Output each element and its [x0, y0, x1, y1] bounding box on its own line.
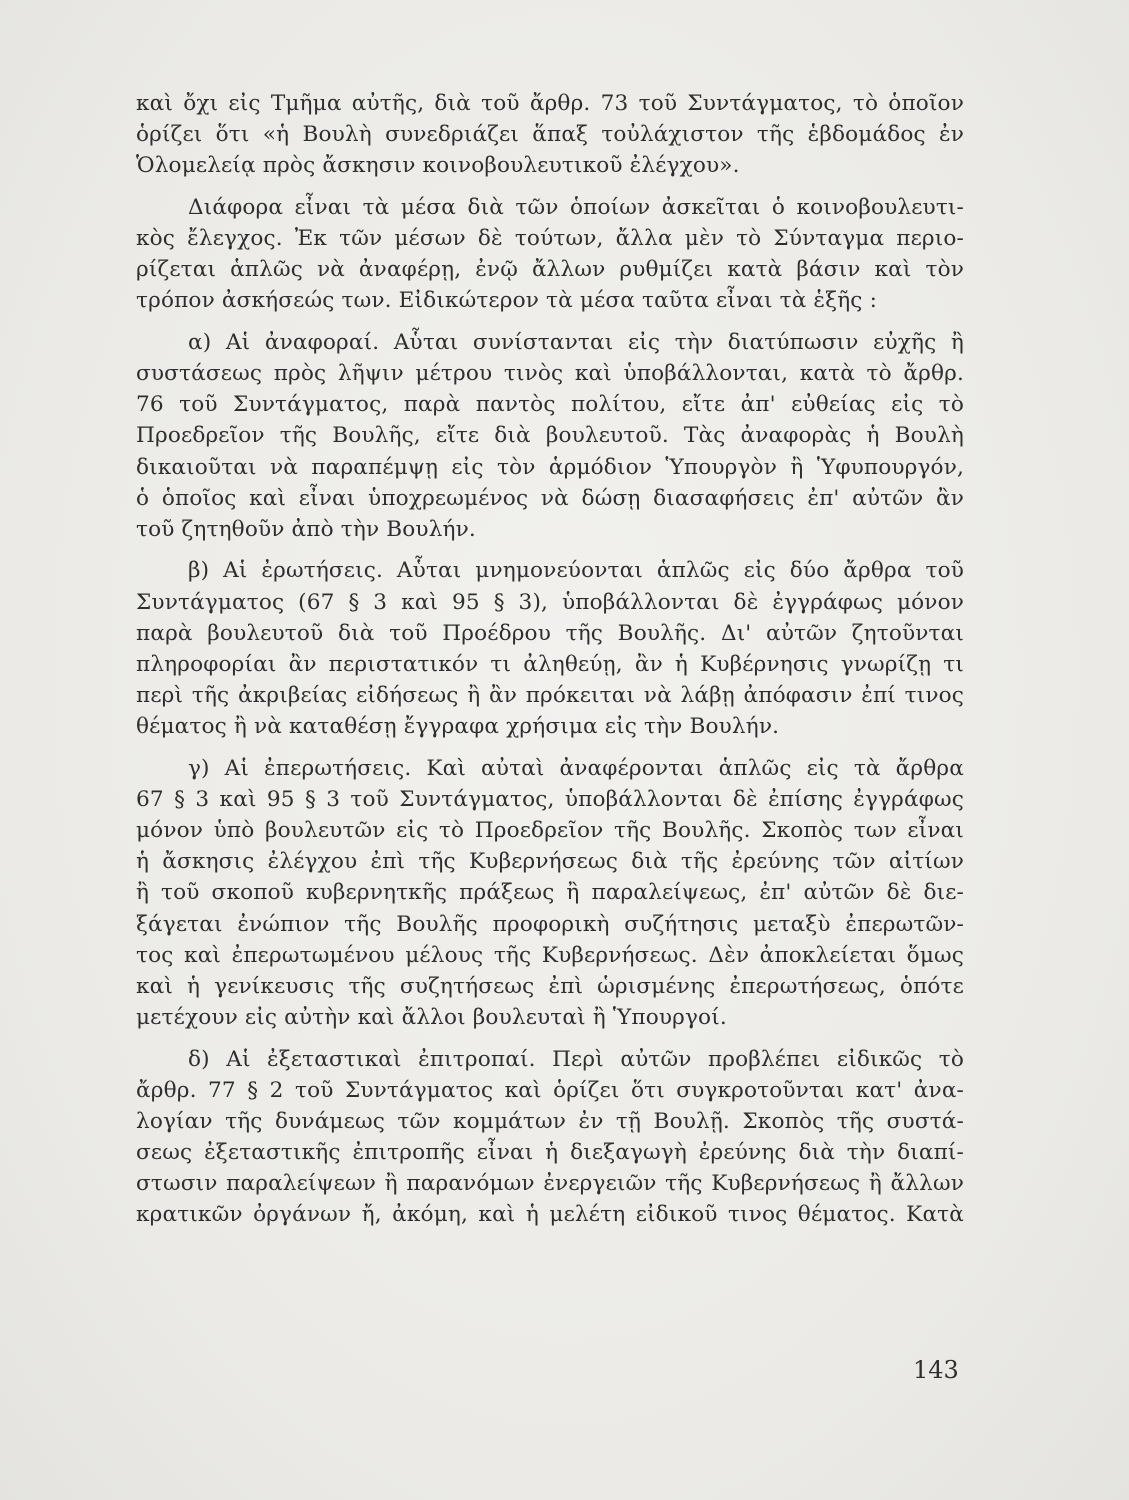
- text-line: στωσιν παραλείψεων ἢ παρανόμων ἐνεργειῶν τῆς Κυβερνήσεως ἢ ἄλλων: [136, 1171, 964, 1197]
- text-line: συστάσεως πρὸς λῆψιν μέτρου τινὸς καὶ ὑποβάλλονται, κατὰ τὸ ἄρθρ.: [136, 361, 964, 387]
- page-number: 143: [913, 1356, 959, 1384]
- body-text: [136, 88, 964, 1230]
- text-line: μετέχουν εἰς αὐτὴν καὶ ἄλλοι βουλευταὶ ἢ Ὑπουργοί.: [136, 1004, 727, 1030]
- text-line: 67 § 3 καὶ 95 § 3 τοῦ Συντάγματος, ὑποβάλλονται δὲ ἐπίσης ἐγγράφως: [136, 786, 964, 812]
- text-line: κὸς ἔλεγχος. Ἐκ τῶν μέσων δὲ τούτων, ἄλλα μὲν τὸ Σύνταγμα περιο-: [136, 226, 964, 252]
- text-line: β) Αἱ ἐρωτήσεις. Αὗται μνημονεύονται ἁπλῶς εἰς δύο ἄρθρα τοῦ: [188, 558, 964, 584]
- text-line: Διάφορα εἶναι τὰ μέσα διὰ τῶν ὁποίων ἀσκεῖται ὁ κοινοβουλευτι-: [188, 194, 964, 220]
- text-line: δ) Αἱ ἐξεταστικαὶ ἐπιτροπαί. Περὶ αὐτῶν προβλέπει εἰδικῶς τὸ: [188, 1046, 964, 1072]
- text-line: τρόπον ἀσκήσεώς των. Εἰδικώτερον τὰ μέσα ταῦτα εἶναι τὰ ἑξῆς :: [136, 288, 877, 314]
- text-line: α) Αἱ ἀναφοραί. Αὗται συνίστανται εἰς τὴν διατύπωσιν εὐχῆς ἢ: [188, 329, 964, 355]
- text-line: Συντάγματος (67 § 3 καὶ 95 § 3), ὑποβάλλονται δὲ ἐγγράφως μόνον: [136, 589, 964, 615]
- text-line: σεως ἐξεταστικῆς ἐπιτροπῆς εἶναι ἡ διεξαγωγὴ ἐρεύνης διὰ τὴν διαπί-: [136, 1140, 964, 1165]
- text-line: καὶ ὄχι εἰς Τμῆμα αὐτῆς, διὰ τοῦ ἄρθρ. 73 τοῦ Συντάγματος, τὸ ὁποῖον: [136, 91, 964, 116]
- text-line: ὁρίζει ὅτι «ἡ Βουλὴ συνεδριάζει ἅπαξ τοὐλάχιστον τῆς ἑβδομάδος ἐν: [136, 122, 964, 148]
- text-line: ξάγεται ἐνώπιον τῆς Βουλῆς προφορικὴ συζήτησις μεταξὺ ἐπερωτῶν-: [136, 911, 964, 937]
- text-line: τος καὶ ἐπερωτωμένου μέλους τῆς Κυβερνήσεως. Δὲν ἀποκλείεται ὅμως: [136, 942, 964, 968]
- text-line: δικαιοῦται νὰ παραπέμψῃ εἰς τὸν ἁρμόδιον Ὑπουργὸν ἢ Ὑφυπουργόν,: [136, 454, 964, 480]
- text-line: τοῦ ζητηθοῦν ἀπὸ τὴν Βουλήν.: [136, 516, 476, 542]
- text-line: ἡ ἄσκησις ἐλέγχου ἐπὶ τῆς Κυβερνήσεως διὰ τῆς ἐρεύνης τῶν αἰτίων: [136, 849, 964, 875]
- text-line: περὶ τῆς ἀκριβείας εἰδήσεως ἢ ἂν πρόκειται νὰ λάβῃ ἀπόφασιν ἐπί τινος: [136, 683, 964, 709]
- text-line: 76 τοῦ Συντάγματος, παρὰ παντὸς πολίτου, εἴτε ἀπ' εὐθείας εἰς τὸ: [136, 392, 964, 418]
- text-line: Προεδρεῖον τῆς Βουλῆς, εἴτε διὰ βουλευτοῦ. Τὰς ἀναφορὰς ἡ Βουλὴ: [136, 423, 964, 449]
- text-line: λογίαν τῆς δυνάμεως τῶν κομμάτων ἐν τῇ Βουλῇ. Σκοπὸς τῆς συστά-: [136, 1108, 964, 1134]
- text-line: Ὁλομελείᾳ πρὸς ἄσκησιν κοινοβουλευτικοῦ ἐλέγχου».: [136, 153, 740, 179]
- text-line: ἢ τοῦ σκοποῦ κυβερνητκῆς πράξεως ἢ παραλείψεως, ἐπ' αὐτῶν δὲ διε-: [136, 880, 964, 906]
- text-line: κρατικῶν ὀργάνων ἤ, ἀκόμη, καὶ ἡ μελέτη εἰδικοῦ τινος θέματος. Κατὰ: [136, 1202, 964, 1228]
- text-line: παρὰ βουλευτοῦ διὰ τοῦ Προέδρου τῆς Βουλῆς. Δι' αὐτῶν ζητοῦνται: [136, 620, 964, 646]
- text-line: θέματος ἢ νὰ καταθέσῃ ἔγγραφα χρήσιμα εἰς τὴν Βουλήν.: [136, 714, 780, 740]
- text-line: μόνον ὑπὸ βουλευτῶν εἰς τὸ Προεδρεῖον τῆς Βουλῆς. Σκοπὸς των εἶναι: [136, 818, 964, 844]
- text-line: ἄρθρ. 77 § 2 τοῦ Συντάγματος καὶ ὁρίζει ὅτι συγκροτοῦνται κατ' ἀνα-: [136, 1077, 964, 1103]
- text-line: ρίζεται ἁπλῶς νὰ ἀναφέρῃ, ἐνῷ ἄλλων ρυθμίζει κατὰ βάσιν καὶ τὸν: [136, 257, 964, 283]
- text-line: πληροφορίαι ἂν περιστατικόν τι ἀληθεύῃ, ἂν ἡ Κυβέρνησις γνωρίζῃ τι: [136, 651, 964, 677]
- text-line: καὶ ἡ γενίκευσις τῆς συζητήσεως ἐπὶ ὡρισμένης ἐπερωτήσεως, ὁπότε: [136, 973, 964, 999]
- text-line: γ) Αἱ ἐπερωτήσεις. Καὶ αὐταὶ ἀναφέρονται ἁπλῶς εἰς τὰ ἄρθρα: [188, 755, 964, 781]
- text-line: ὁ ὁποῖος καὶ εἶναι ὑποχρεωμένος νὰ δώσῃ διασαφήσεις ἐπ' αὐτῶν ἂν: [136, 485, 964, 511]
